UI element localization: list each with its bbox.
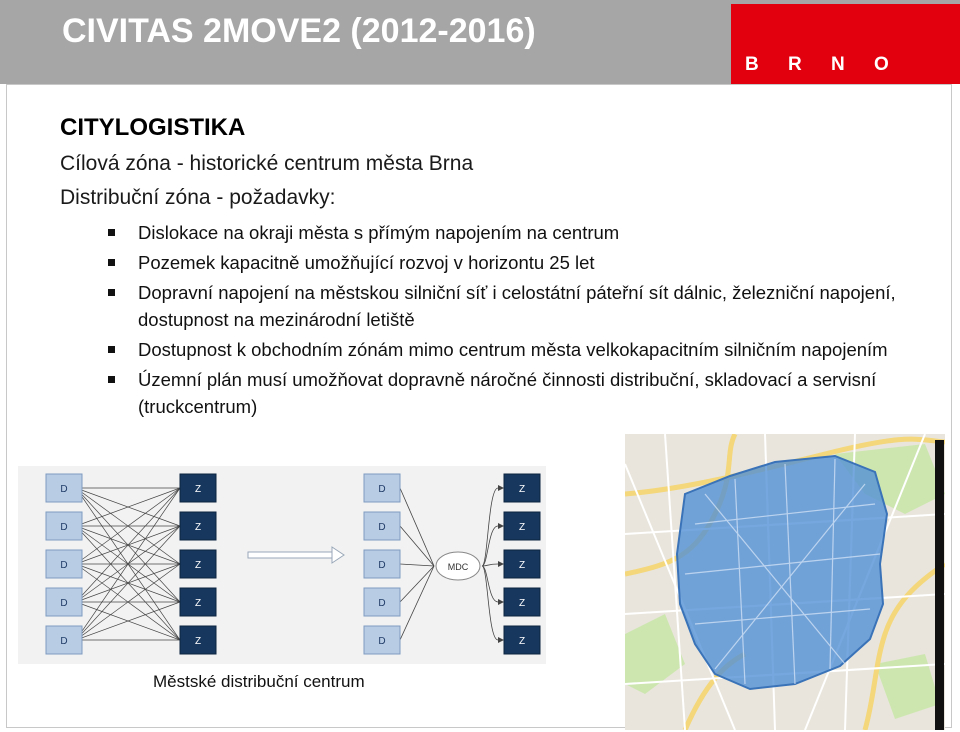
destination-node <box>504 550 540 578</box>
source-node <box>364 512 400 540</box>
destination-node <box>180 474 216 502</box>
city-map-image <box>625 434 945 730</box>
brno-logo <box>731 4 960 84</box>
destination-node-label: Z <box>518 522 526 533</box>
destination-node-label: Z <box>518 560 526 571</box>
source-node <box>46 588 82 616</box>
source-node-label: D <box>60 636 68 647</box>
source-node-label: D <box>60 560 68 571</box>
source-node-label: D <box>378 560 386 571</box>
source-node-label: D <box>378 636 386 647</box>
destination-node-label: Z <box>518 484 526 495</box>
section-heading: CITYLOGISTIKA <box>60 114 246 141</box>
map-border <box>935 440 944 730</box>
list-item: Pozemek kapacitně umožňující rozvoj v horizontu 25 let <box>108 249 928 276</box>
distribution-zone-line: Distribuční zóna - požadavky: <box>60 186 336 209</box>
destination-node-label: Z <box>518 598 526 609</box>
source-node-label: D <box>378 522 386 533</box>
slide-title: CIVITAS 2MOVE2 (2012-2016) <box>62 12 536 50</box>
source-node-label: D <box>60 522 68 533</box>
source-node-label: D <box>60 484 68 495</box>
destination-node <box>504 626 540 654</box>
distribution-diagram <box>18 466 546 664</box>
destination-node <box>180 512 216 540</box>
source-node-label: D <box>378 484 386 495</box>
source-node <box>364 626 400 654</box>
list-item: Dopravní napojení na městskou silniční síť i celostátní páteřní sít dálnic, železniční napojení, dostupnost na mezinárodní letiště <box>108 279 928 333</box>
hub-label: MDC <box>447 562 469 572</box>
source-node <box>46 512 82 540</box>
list-item: Dislokace na okraji města s přímým napojením na centrum <box>108 219 928 246</box>
logo-letter: N <box>831 54 845 75</box>
source-node <box>46 626 82 654</box>
destination-node-label: Z <box>194 598 202 609</box>
destination-node <box>180 550 216 578</box>
logo-letter: R <box>788 54 802 75</box>
source-node <box>364 588 400 616</box>
destination-node-label: Z <box>194 484 202 495</box>
logo-letter: B <box>745 54 759 75</box>
destination-node <box>180 588 216 616</box>
destination-node <box>504 588 540 616</box>
list-item: Dostupnost k obchodním zónám mimo centrum města velkokapacitním silničním napojením <box>108 336 928 363</box>
source-node <box>46 550 82 578</box>
source-node-label: D <box>378 598 386 609</box>
destination-node-label: Z <box>194 636 202 647</box>
destination-node <box>504 474 540 502</box>
source-node <box>364 550 400 578</box>
source-node <box>46 474 82 502</box>
destination-node <box>180 626 216 654</box>
requirements-list <box>108 219 928 423</box>
list-item: Územní plán musí umožňovat dopravně náročné činnosti distribuční, skladovací a servisní (truckcentrum) <box>108 366 928 420</box>
logo-letter: O <box>874 54 889 75</box>
destination-node-label: Z <box>518 636 526 647</box>
destination-node-label: Z <box>194 522 202 533</box>
source-node-label: D <box>60 598 68 609</box>
distribution-hub <box>436 552 480 580</box>
destination-node <box>504 512 540 540</box>
target-zone-line: Cílová zóna - historické centrum města Brna <box>60 152 474 175</box>
destination-node-label: Z <box>194 560 202 571</box>
diagram-caption: Městské distribuční centrum <box>153 672 365 691</box>
source-node <box>364 474 400 502</box>
